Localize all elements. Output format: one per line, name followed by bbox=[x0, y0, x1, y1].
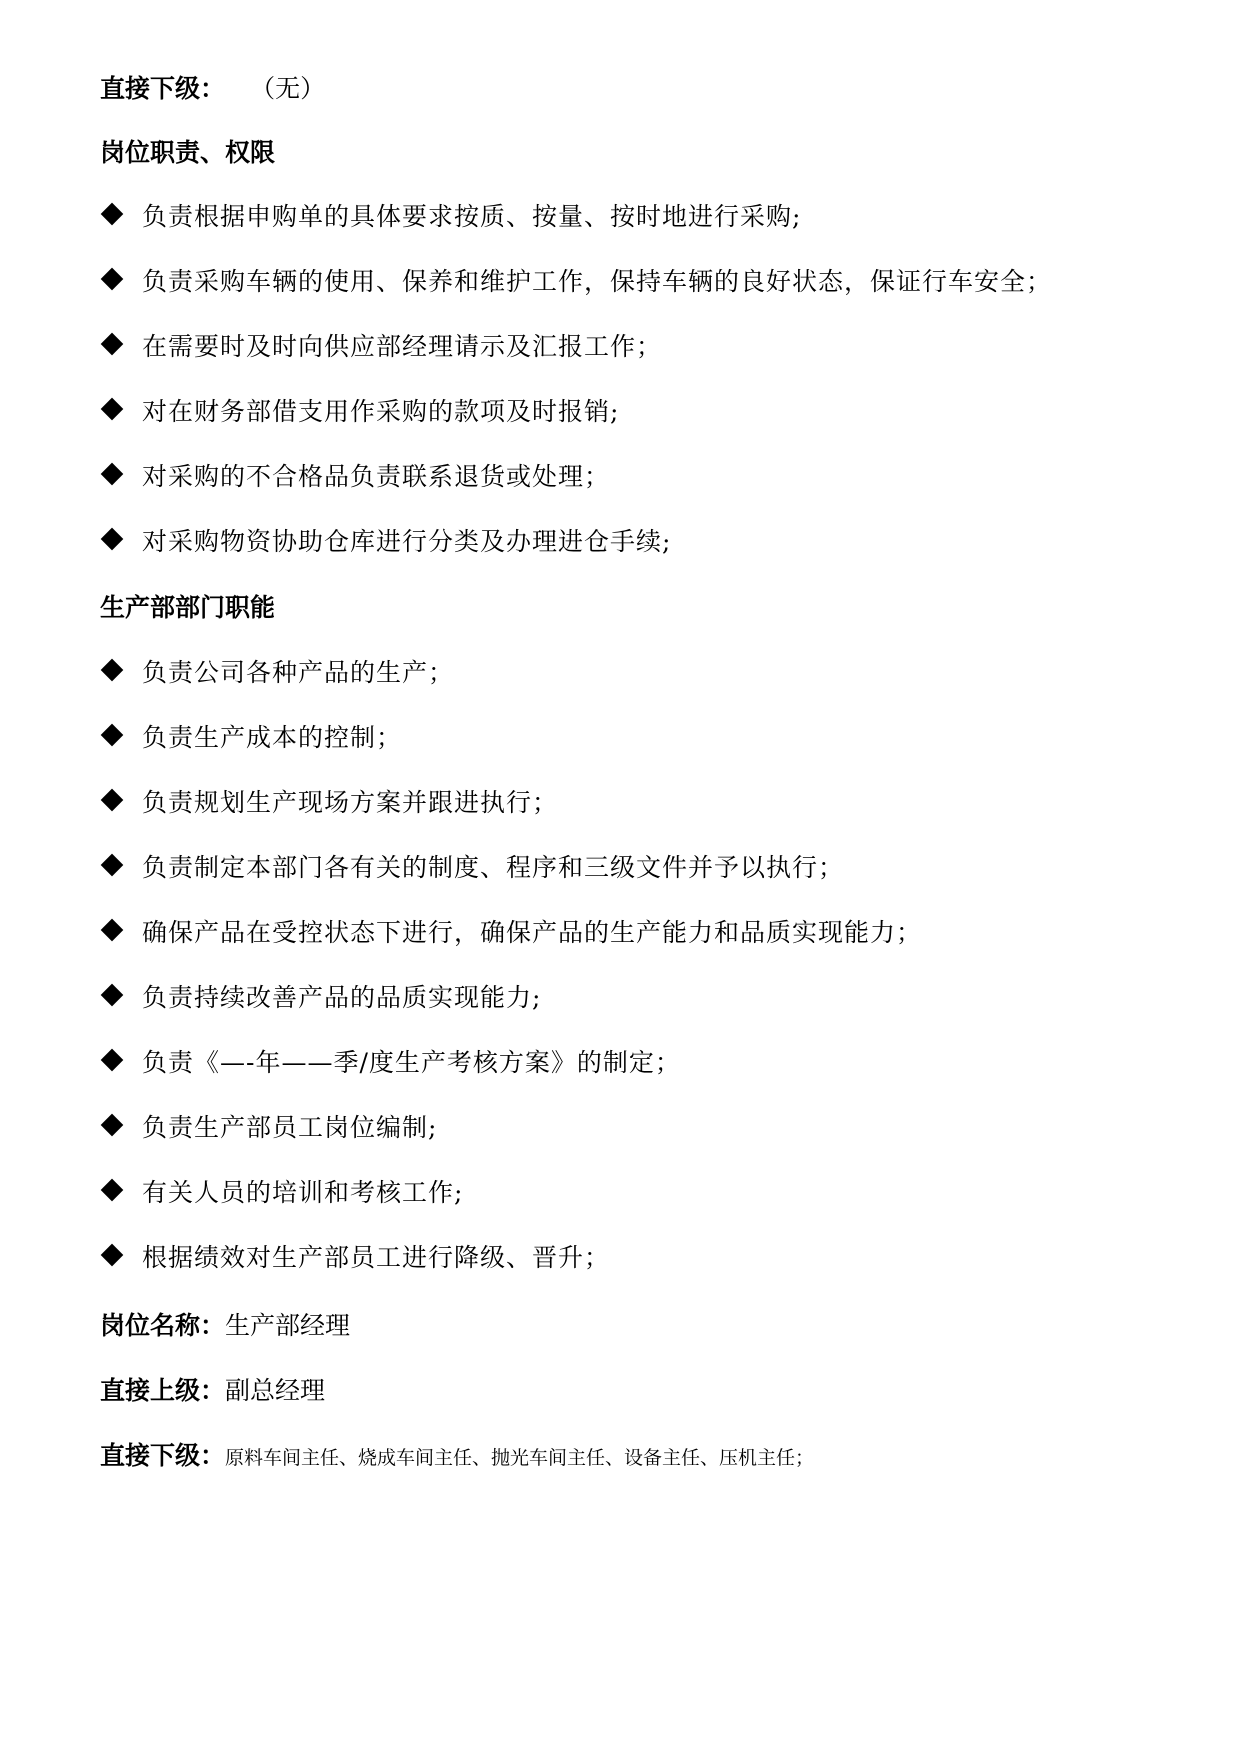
list-item: 负责根据申购单的具体要求按质、按量、按时地进行采购; bbox=[100, 204, 801, 229]
diamond-bullet-icon bbox=[101, 724, 124, 747]
diamond-bullet-icon bbox=[101, 1179, 124, 1202]
diamond-bullet-icon bbox=[101, 1049, 124, 1072]
diamond-bullet-icon bbox=[101, 984, 124, 1007]
superior-value: 副总经理 bbox=[225, 1376, 326, 1405]
diamond-bullet-icon bbox=[101, 528, 124, 551]
diamond-bullet-icon bbox=[101, 333, 124, 356]
diamond-bullet-icon bbox=[101, 854, 124, 877]
subordinate-value: （无） bbox=[250, 74, 326, 103]
diamond-bullet-icon bbox=[101, 919, 124, 942]
diamond-bullet-icon bbox=[101, 463, 124, 486]
list-item: 对在财务部借支用作采购的款项及时报销; bbox=[100, 399, 619, 424]
diamond-bullet-icon bbox=[101, 1114, 124, 1137]
list-item: 对采购物资协助仓库进行分类及办理进仓手续; bbox=[100, 529, 671, 554]
list-item: 负责采购车辆的使用、保养和维护工作，保持车辆的良好状态，保证行车安全； bbox=[100, 269, 1052, 294]
list-item: 有关人员的培训和考核工作; bbox=[100, 1180, 463, 1205]
position-name-label: 岗位名称： bbox=[100, 1311, 226, 1340]
diamond-bullet-icon bbox=[101, 203, 124, 226]
document-page bbox=[100, 0, 1220, 1754]
position-name-value: 生产部经理 bbox=[225, 1311, 351, 1340]
list-item: 在需要时及时向供应部经理请示及汇报工作； bbox=[100, 334, 662, 359]
position-subordinate-label: 直接下级： bbox=[100, 1441, 226, 1470]
superior-label: 直接上级： bbox=[100, 1376, 226, 1405]
list-item: 负责公司各种产品的生产； bbox=[100, 660, 454, 685]
duties-heading: 岗位职责、权限 bbox=[100, 138, 276, 167]
superior-line bbox=[100, 1378, 325, 1403]
position-name-line bbox=[100, 1313, 350, 1338]
diamond-bullet-icon bbox=[101, 1244, 124, 1267]
list-item: 负责制定本部门各有关的制度、程序和三级文件并予以执行； bbox=[100, 855, 844, 880]
diamond-bullet-icon bbox=[101, 659, 124, 682]
list-item: 负责生产成本的控制； bbox=[100, 725, 402, 750]
diamond-bullet-icon bbox=[101, 789, 124, 812]
list-item: 根据绩效对生产部员工进行降级、晋升； bbox=[100, 1245, 610, 1270]
subordinate-line bbox=[100, 76, 325, 101]
diamond-bullet-icon bbox=[101, 268, 124, 291]
list-item: 负责《—-年——季/度生产考核方案》的制定； bbox=[100, 1050, 681, 1075]
list-item: 负责规划生产现场方案并跟进执行； bbox=[100, 790, 558, 815]
diamond-bullet-icon bbox=[101, 398, 124, 421]
subordinate-label: 直接下级： bbox=[100, 74, 226, 103]
list-item: 对采购的不合格品负责联系退货或处理； bbox=[100, 464, 610, 489]
list-item: 负责生产部员工岗位编制; bbox=[100, 1115, 437, 1140]
list-item: 确保产品在受控状态下进行，确保产品的生产能力和品质实现能力； bbox=[100, 920, 922, 945]
position-subordinate-line bbox=[100, 1443, 814, 1468]
position-subordinate-value: 原料车间主任、烧成车间主任、抛光车间主任、设备主任、压机主任； bbox=[225, 1447, 815, 1469]
list-item: 负责持续改善产品的品质实现能力; bbox=[100, 985, 541, 1010]
production-heading: 生产部部门职能 bbox=[100, 593, 276, 622]
